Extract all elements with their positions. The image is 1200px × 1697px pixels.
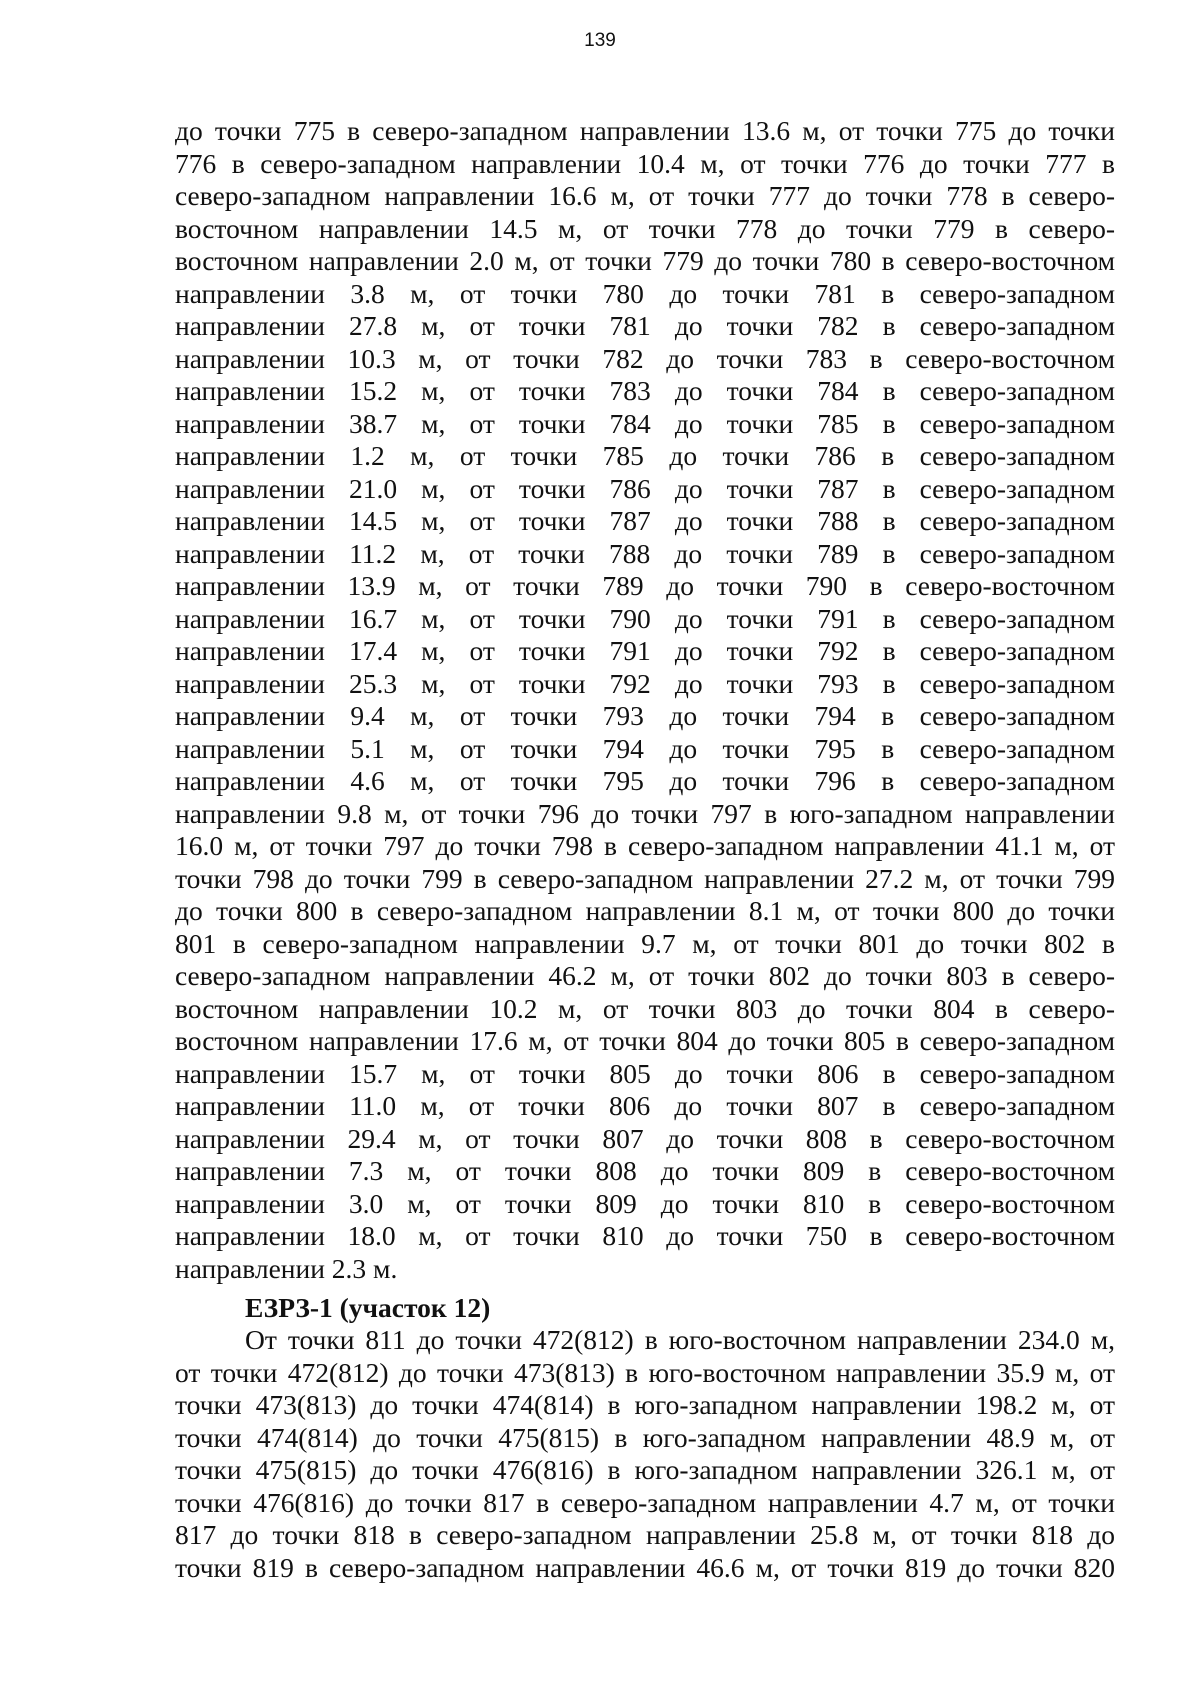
text-line: направлении 21.0 м, от точки 786 до точки 787 в северо-западном bbox=[175, 472, 1115, 504]
text-line: направлении 18.0 м, от точки 810 до точки 750 в северо-восточном bbox=[175, 1220, 1115, 1251]
text-line: восточном направлении 10.2 м, от точки 803 до точки 804 в северо- bbox=[175, 992, 1115, 1024]
text-line: от точки 472(812) до точки 473(813) в юго-восточном направлении 35.9 м, от bbox=[175, 1356, 1115, 1388]
text-line: направлении 11.2 м, от точки 788 до точки 789 в северо-западном bbox=[175, 537, 1115, 569]
text-line: точки 476(816) до точки 817 в северо-западном направлении 4.7 м, от точки bbox=[175, 1486, 1115, 1518]
text-line: направлении 38.7 м, от точки 784 до точки 785 в северо-западном bbox=[175, 407, 1115, 439]
text-line: направлении 9.8 м, от точки 796 до точки 797 в юго-западном направлении bbox=[175, 797, 1115, 829]
text-line: до точки 775 в северо-западном направлении 13.6 м, от точки 775 до точки bbox=[175, 115, 1115, 146]
text-line: точки 474(814) до точки 475(815) в юго-западном направлении 48.9 м, от bbox=[175, 1421, 1115, 1453]
text-line: точки 475(815) до точки 476(816) в юго-западном направлении 326.1 м, от bbox=[175, 1454, 1115, 1485]
text-line: восточном направлении 14.5 м, от точки 778 до точки 779 в северо- bbox=[175, 212, 1115, 244]
text-line: направлении 3.8 м, от точки 780 до точки 781 в северо-западном bbox=[175, 277, 1115, 309]
text-line: направлении 7.3 м, от точки 808 до точки 809 в северо-восточном bbox=[175, 1155, 1115, 1186]
text-line: направлении 9.4 м, от точки 793 до точки 794 в северо-западном bbox=[175, 700, 1115, 731]
text-line: направлении 5.1 м, от точки 794 до точки 795 в северо-западном bbox=[175, 732, 1115, 764]
text-line: направлении 25.3 м, от точки 792 до точки 793 в северо-западном bbox=[175, 667, 1115, 699]
text-line: точки 798 до точки 799 в северо-западном направлении 27.2 м, от точки 799 bbox=[175, 862, 1115, 894]
text-line: направлении 15.7 м, от точки 805 до точки 806 в северо-западном bbox=[175, 1057, 1115, 1089]
text-line: направлении 16.7 м, от точки 790 до точки 791 в северо-западном bbox=[175, 602, 1115, 634]
text-line: 776 в северо-западном направлении 10.4 м, от точки 776 до точки 777 в bbox=[175, 147, 1115, 179]
text-line: направлении 1.2 м, от точки 785 до точки 786 в северо-западном bbox=[175, 440, 1115, 471]
text-line: направлении 13.9 м, от точки 789 до точки 790 в северо-восточном bbox=[175, 570, 1115, 601]
text-line: От точки 811 до точки 472(812) в юго-восточном направлении 234.0 м, bbox=[245, 1324, 1115, 1355]
text-line: восточном направлении 17.6 м, от точки 804 до точки 805 в северо-западном bbox=[175, 1025, 1115, 1056]
text-line: направлении 14.5 м, от точки 787 до точки 788 в северо-западном bbox=[175, 505, 1115, 536]
text-line: восточном направлении 2.0 м, от точки 779 до точки 780 в северо-восточном bbox=[175, 245, 1115, 276]
paragraph-boundary-description bbox=[175, 115, 1115, 1285]
text-line: направлении 17.4 м, от точки 791 до точки 792 в северо-западном bbox=[175, 635, 1115, 666]
text-line: 801 в северо-западном направлении 9.7 м, от точки 801 до точки 802 в bbox=[175, 927, 1115, 959]
text-line: 817 до точки 818 в северо-западном направлении 25.8 м, от точки 818 до bbox=[175, 1519, 1115, 1550]
text-line: направлении 27.8 м, от точки 781 до точки 782 в северо-западном bbox=[175, 310, 1115, 341]
text-line: до точки 800 в северо-западном направлении 8.1 м, от точки 800 до точки bbox=[175, 895, 1115, 926]
page-number: 139 bbox=[584, 30, 616, 51]
paragraph-ezrz-1-section-12 bbox=[175, 1324, 1115, 1584]
text-line: направлении 10.3 м, от точки 782 до точки 783 в северо-восточном bbox=[175, 342, 1115, 374]
text-line: точки 819 в северо-западном направлении 46.6 м, от точки 819 до точки 820 bbox=[175, 1551, 1115, 1583]
text-line: северо-западном направлении 46.2 м, от точки 802 до точки 803 в северо- bbox=[175, 960, 1115, 991]
text-line: направлении 4.6 м, от точки 795 до точки 796 в северо-западном bbox=[175, 765, 1115, 796]
text-line: направлении 2.3 м. bbox=[175, 1252, 398, 1284]
text-line: направлении 11.0 м, от точки 806 до точки 807 в северо-западном bbox=[175, 1090, 1115, 1121]
text-line: направлении 15.2 м, от точки 783 до точки 784 в северо-западном bbox=[175, 375, 1115, 406]
text-line: направлении 29.4 м, от точки 807 до точки 808 в северо-восточном bbox=[175, 1122, 1115, 1154]
text-line: северо-западном направлении 16.6 м, от точки 777 до точки 778 в северо- bbox=[175, 180, 1115, 211]
text-line: 16.0 м, от точки 797 до точки 798 в северо-западном направлении 41.1 м, от bbox=[175, 830, 1115, 861]
text-line: точки 473(813) до точки 474(814) в юго-западном направлении 198.2 м, от bbox=[175, 1389, 1115, 1420]
text-line: направлении 3.0 м, от точки 809 до точки 810 в северо-восточном bbox=[175, 1187, 1115, 1219]
section-heading: ЕЗРЗ-1 (участок 12) bbox=[245, 1292, 491, 1323]
